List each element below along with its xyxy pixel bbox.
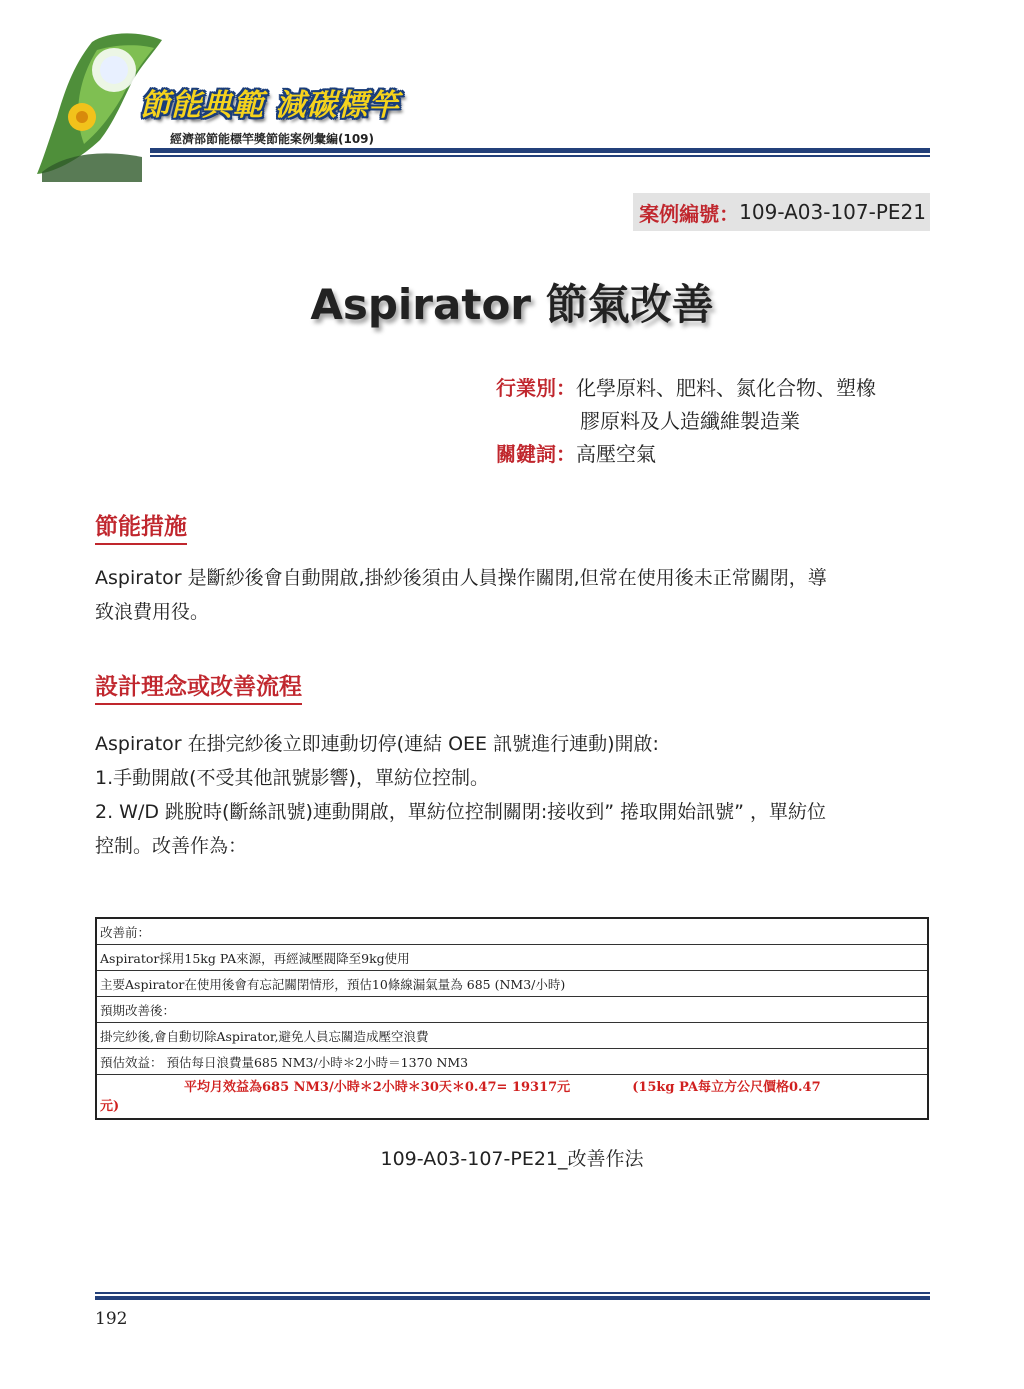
table-row	[96, 945, 928, 971]
table-row	[96, 971, 928, 997]
page-title: Aspirator 節氣改善	[310, 280, 714, 329]
header-rule-thin	[150, 155, 930, 157]
case-number-badge	[633, 193, 930, 231]
brand-title: 節能典範 減碳標竿	[140, 88, 400, 123]
paragraph-line: 2. W/D 跳脫時(斷絲訊號)連動開啟，單紡位控制關閉:接收到” 捲取開始訊號” ，單紡位	[95, 801, 827, 823]
paragraph-line: Aspirator 是斷紗後會自動開啟,掛紗後須由人員操作關閉,但常在使用後未正常關閉，導	[95, 567, 827, 589]
industry-label: 行業別：	[496, 376, 576, 400]
improvement-table	[95, 917, 929, 1120]
table-cell: 預期改善後：	[96, 997, 928, 1023]
table-cell: 主要Aspirator在使用後會有忘記關閉情形，預估10條線漏氣量為 685 (NM3/小時)	[96, 971, 928, 997]
table-cell: Aspirator採用15kg PA來源，再經減壓閥降至9kg使用	[96, 945, 928, 971]
industry-line-1	[496, 372, 876, 404]
table-row	[96, 1075, 928, 1120]
page-number: 192	[95, 1309, 128, 1329]
table-caption: 109-A03-107-PE21_改善作法	[380, 1148, 644, 1170]
section-design-body	[95, 727, 933, 863]
header-rule-thick	[150, 148, 930, 153]
case-number-label: 案例編號：	[639, 201, 740, 226]
table-row	[96, 1049, 928, 1075]
paragraph-line: 控制。改善作為：	[95, 835, 248, 857]
section-measures-body	[95, 561, 933, 629]
table-cell: 掛完紗後,會自動切除Aspirator,避免人員忘關造成壓空浪費	[96, 1023, 928, 1049]
footer-rule-thin	[95, 1292, 930, 1294]
paragraph-line: 致浪費用役。	[95, 601, 210, 623]
unit-price-text: (15kg PA每立方公尺價格0.47	[632, 1080, 821, 1095]
keyword-label: 關鍵詞：	[496, 442, 576, 466]
table-row	[96, 918, 928, 945]
table-row	[96, 997, 928, 1023]
brand-subtitle: 經濟部節能標竿獎節能案例彙編(109)	[170, 132, 375, 146]
paragraph-line: Aspirator 在掛完紗後立即連動切停(連結 OEE 訊號進行連動)開啟:	[95, 733, 659, 755]
industry-line-2	[580, 405, 800, 437]
unit-price-tail: 元)	[100, 1099, 120, 1114]
monthly-benefit-text: 平均月效益為685 NM3/小時＊2小時＊30天＊0.47= 19317元	[184, 1080, 571, 1095]
table-cell: 改善前：	[96, 918, 928, 945]
table-cell: 預估效益： 預估每日浪費量685 NM3/小時＊2小時＝1370 NM3	[96, 1049, 928, 1075]
footer-rule-thick	[95, 1296, 930, 1300]
industry-value-2: 膠原料及人造纖維製造業	[580, 409, 800, 433]
section-heading-measures: 節能措施	[95, 508, 187, 545]
table-row	[96, 1023, 928, 1049]
keyword-line	[496, 438, 656, 470]
table-cell-benefit	[96, 1075, 928, 1120]
paragraph-line: 1.手動開啟(不受其他訊號影響)，單紡位控制。	[95, 767, 489, 789]
section-heading-design: 設計理念或改善流程	[95, 668, 302, 705]
case-number-value: 109-A03-107-PE21	[739, 200, 926, 224]
keyword-value: 高壓空氣	[576, 442, 656, 466]
industry-value-1: 化學原料、肥料、氮化合物、塑橡	[576, 376, 876, 400]
